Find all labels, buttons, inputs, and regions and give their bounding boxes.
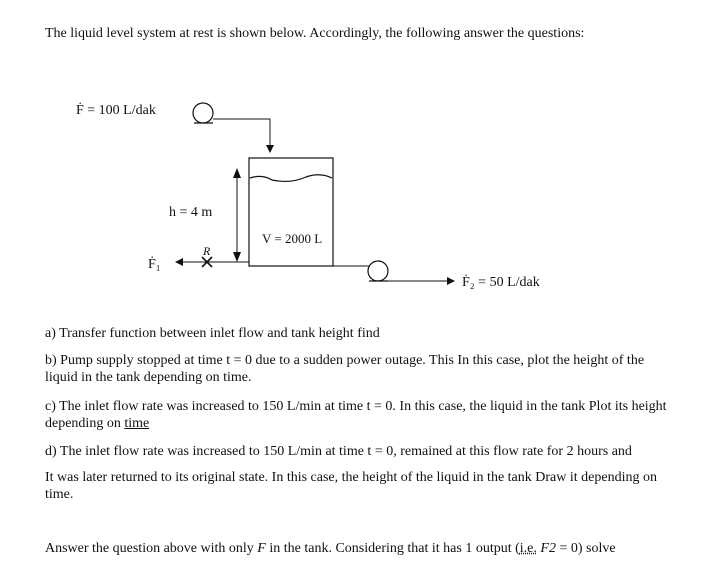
volume-label: V = 2000 L xyxy=(262,231,323,246)
final-f-symbol: F xyxy=(257,541,266,556)
inflow-label: Ḟ = 100 L/dak xyxy=(76,103,156,118)
question-d-line1: d) The inlet flow rate was increased to 150 L/min at time t = 0, remained at this flow rate for 2 hours and xyxy=(45,444,632,459)
intro-text: The liquid level system at rest is shown below. Accordingly, the following answer the questions: xyxy=(45,26,585,41)
question-b: b) Pump supply stopped at time t = 0 due to a sudden power outage. This In this case, plot the height of the liquid in the tank depending on time. xyxy=(45,353,645,385)
final-part1: Answer the question above with only xyxy=(45,541,254,556)
inlet-pipe xyxy=(213,119,270,152)
question-c-tail: time xyxy=(124,416,150,431)
final-eq: F2 xyxy=(540,541,556,556)
height-label: h = 4 m xyxy=(169,205,213,220)
final-instruction xyxy=(45,541,616,557)
question-a: a) Transfer function between inlet flow and tank height find xyxy=(45,326,380,341)
final-part3: = 0) solve xyxy=(559,541,616,556)
valve-label: R xyxy=(203,244,211,258)
liquid-surface xyxy=(250,175,332,182)
height-dimension-arrow xyxy=(233,168,241,262)
question-d-line2: It was later returned to its original state. In this case, the height of the liquid in the tank Draw it depending on time. xyxy=(45,470,657,502)
final-ie: i.e. xyxy=(519,541,537,556)
final-part2: in the tank. Considering that it has 1 output ( xyxy=(269,541,520,556)
question-c xyxy=(45,398,675,432)
inlet-pump-icon xyxy=(193,103,213,123)
f2-label: Ḟ₂ = 50 L/dak xyxy=(462,275,540,290)
outlet-pump-icon xyxy=(368,261,388,281)
question-c-text: c) The inlet flow rate was increased to 150 L/min at time t = 0. In this case, the liquid in the tank Plot its height depending on xyxy=(45,399,667,431)
f1-label: Ḟ₁ xyxy=(148,257,161,272)
